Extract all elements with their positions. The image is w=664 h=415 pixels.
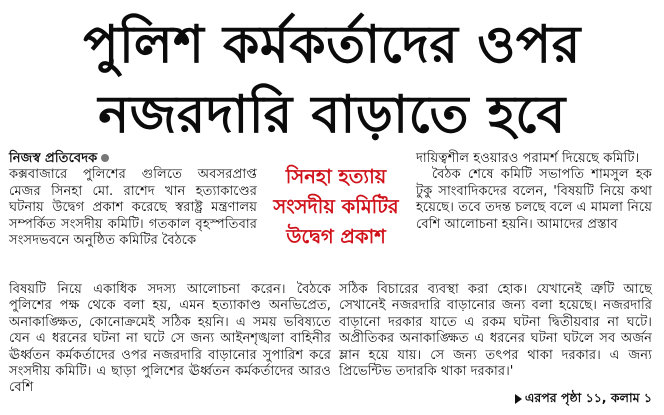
subheadline-line-1: সিনহা হত্যায়	[285, 165, 387, 188]
article-column-left-top	[9, 151, 257, 249]
byline-text: নিজস্ব প্রতিবেদক	[9, 151, 98, 166]
headline-line-1: পুলিশ কর্মকর্তাদের ওপর	[83, 15, 581, 75]
article-column-left-wide	[9, 282, 331, 397]
body-paragraph-right-top-1: দায়িত্বশীল হওয়ারও পরামর্শ দিয়েছে কমিটি।	[416, 151, 640, 166]
continuation-text: এরপর পৃষ্ঠা ১১, কলাম ১	[524, 390, 652, 405]
body-paragraph-left-top: কক্সবাজারে পুলিশের গুলিতে অবসরপ্রাপ্ত মেজর সিনহা মো. রাশেদ খান হত্যাকাণ্ডের ঘটনায় উদ্বেগ প্রকাশ করেছে স্বরাষ্ট্র মন্ত্রণালয় সম্পর্কিত সংসদীয় কমিটি। গতকাল বৃহস্পতিবার সংসদভবনে অনুষ্ঠিত কমিটির বৈঠকে	[9, 167, 257, 249]
subheadline	[261, 162, 411, 252]
arrow-right-icon	[515, 394, 522, 404]
byline	[9, 151, 257, 167]
article-column-right-top	[416, 151, 652, 233]
subheadline-line-2: সংসদীয় কমিটির	[273, 195, 399, 218]
body-paragraph-right-top-2: বৈঠক শেষে কমিটি সভাপতি শামসুল হক টুকু সাংবাদিকদের বলেন, 'বিষয়টি নিয়ে কথা হয়েছে। তবে তদন্ত চলছে বলে এ মামলা নিয়ে বেশি আলোচনা হয়নি। আমাদের প্রস্তাব	[416, 167, 652, 232]
subheadline-line-3: উদ্বেগ প্রকাশ	[286, 225, 386, 248]
continuation-note	[515, 390, 652, 410]
body-paragraph-left-wide: বিষয়টি নিয়ে একাধিক সদস্য আলোচনা করেন। বৈঠকে পুলিশের পক্ষ থেকে বলা হয়, এমন হত্যাকাণ্ড অনভিপ্রেত, অনাকাঙ্ক্ষিত, কোনোক্রমেই সঠিক হয়নি। এ সময় ভবিষ্যতে যেন এ ধরনের ঘটনা না ঘটে সে জন্য আইনশৃঙ্খলা বাহিনীর ঊর্ধ্বতন কর্মকর্তাদের ওপর নজরদারি বাড়ানোর সুপারিশ করে সংসদীয় কমিটি। এ ছাড়া পুলিশের ঊর্ধ্বতন কর্মকর্তাদের আরও বেশি	[9, 282, 331, 396]
body-paragraph-right-wide: সঠিক বিচারের ব্যবস্থা করা হোক। যেখানেই ত্রুটি আছে সেখানেই নজরদারি বাড়ানোর জন্য বলা হয়েছে। নজরদারি বাড়ানো দরকার যাতে এ রকম ঘটনা দ্বিতীয়বার না ঘটে। অপ্রীতিকর অনাকাঙ্ক্ষিত এ ধরনের ঘটনা ঘটলে সব অর্জন ম্লান হয়ে যায়। সে জন্য তৎপর থাকা দরকার। এ জন্য প্রিভেন্টিভ তদারকি থাকা দরকার।'	[339, 282, 652, 380]
headline-line-2: নজরদারি বাড়াতে হবে	[98, 85, 566, 145]
bullet-icon	[101, 154, 109, 162]
article-column-right-wide	[339, 282, 652, 380]
